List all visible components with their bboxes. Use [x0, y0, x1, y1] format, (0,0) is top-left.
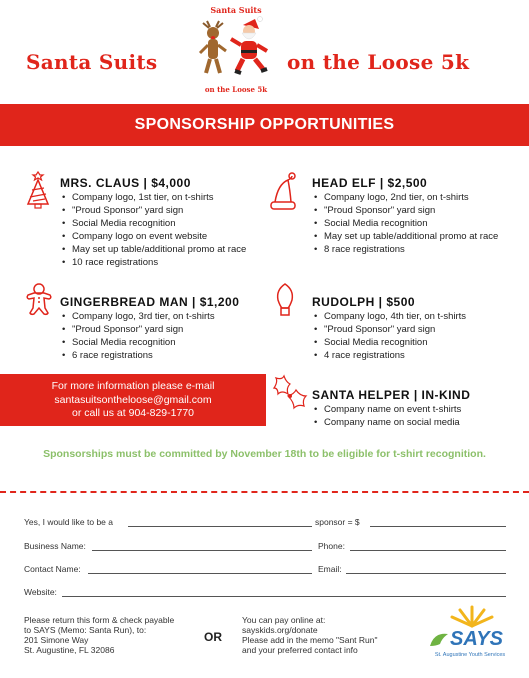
mail-line: Please return this form & check payable	[24, 615, 175, 625]
cut-line-divider	[0, 491, 529, 493]
list-item: • "Proud Sponsor" yard sign	[312, 323, 522, 336]
mail-line: St. Augustine, FL 32086	[24, 645, 115, 655]
list-item: • "Proud Sponsor" yard sign	[60, 204, 260, 217]
list-item: • "Proud Sponsor" yard sign	[312, 204, 522, 217]
list-item: • Social Media recognition	[312, 336, 522, 349]
list-item: • 6 race registrations	[60, 349, 270, 362]
online-line: and your preferred contact info	[242, 645, 358, 655]
leaf-swoosh-icon	[428, 630, 450, 648]
contact-name-label: Contact Name:	[24, 564, 81, 574]
sponsor-prefix-label: Yes, I would like to be a	[24, 517, 113, 527]
says-logo	[420, 604, 520, 668]
tier-gingerbread-man	[60, 295, 270, 362]
list-item: • Social Media recognition	[312, 217, 522, 230]
logo-bottom-text: on the Loose 5k	[204, 85, 268, 94]
list-item: • Company logo, 1st tier, on t-shirts	[60, 191, 260, 204]
list-item: • May set up table/additional promo at race	[312, 230, 522, 243]
list-item: • May set up table/additional promo at race	[60, 243, 260, 256]
event-logo	[193, 3, 279, 99]
phone-field[interactable]	[350, 550, 506, 551]
tier-title: MRS. CLAUS | $4,000	[60, 176, 191, 190]
list-item: • Social Media recognition	[60, 336, 270, 349]
mail-line: to SAYS (Memo: Santa Run), to:	[24, 625, 147, 635]
mail-line: 201 Simone Way	[24, 635, 89, 645]
tier-head-elf	[312, 176, 522, 256]
info-email[interactable]: santasuitsontheloose@gmail.com	[54, 393, 212, 406]
or-separator: OR	[204, 630, 222, 644]
elf-hat-icon	[266, 172, 300, 212]
gingerbread-man-icon	[24, 282, 54, 316]
section-banner	[0, 104, 529, 146]
holly-icon	[270, 374, 310, 412]
reindeer-santa-icon	[193, 15, 279, 85]
website-label: Website:	[24, 587, 57, 597]
tier-title: HEAD ELF | $2,500	[312, 176, 428, 190]
list-item: • Company logo, 4th tier, on t-shirts	[312, 310, 522, 323]
business-name-field[interactable]	[92, 550, 312, 551]
website-field[interactable]	[62, 596, 506, 597]
tier-title: GINGERBREAD MAN | $1,200	[60, 295, 240, 309]
business-name-label: Business Name:	[24, 541, 86, 551]
list-item: • "Proud Sponsor" yard sign	[60, 323, 270, 336]
title-right: on the Loose 5k	[287, 50, 470, 74]
list-item: • 10 race registrations	[60, 256, 260, 269]
sponsor-amount-field[interactable]	[370, 526, 506, 527]
sponsor-level-field[interactable]	[128, 526, 312, 527]
list-item: • Company name on social media	[312, 416, 522, 429]
list-item: • Social Media recognition	[60, 217, 260, 230]
list-item: • Company logo, 2nd tier, on t-shirts	[312, 191, 522, 204]
donate-link[interactable]: sayskids.org/donate	[242, 625, 318, 635]
tier-title: RUDOLPH | $500	[312, 295, 416, 309]
online-line: Please add in the memo "Sant Run"	[242, 635, 378, 645]
tier-title: SANTA HELPER | IN-KIND	[312, 388, 471, 402]
christmas-tree-icon	[24, 170, 52, 210]
list-item: • Company logo, 3rd tier, on t-shirts	[60, 310, 270, 323]
list-item: • Company name on event t-shirts	[312, 403, 522, 416]
logo-top-text: Santa Suits	[210, 5, 262, 15]
christmas-light-icon	[274, 282, 296, 318]
list-item: • 4 race registrations	[312, 349, 522, 362]
tier-rudolph	[312, 295, 522, 362]
deadline-notice: Sponsorships must be committed by November 18th to be eligible for t-shirt recognition.	[43, 448, 486, 460]
info-line: For more information please e-mail	[51, 380, 215, 392]
online-line: You can pay online at:	[242, 615, 326, 625]
contact-info-box	[0, 374, 266, 426]
list-item: • Company logo on event website	[60, 230, 260, 243]
email-label: Email:	[318, 564, 342, 574]
email-field[interactable]	[346, 573, 506, 574]
sunrise-icon	[442, 604, 502, 630]
tier-mrs-claus	[60, 176, 260, 269]
title-left: Santa Suits	[26, 50, 158, 74]
mail-instructions	[24, 615, 204, 655]
phone-label: Phone:	[318, 541, 345, 551]
banner-title: SPONSORSHIP OPPORTUNITIES	[134, 116, 395, 133]
says-tagline: St. Augustine Youth Services	[434, 652, 506, 658]
online-instructions	[242, 615, 422, 655]
list-item: • 8 race registrations	[312, 243, 522, 256]
contact-name-field[interactable]	[88, 573, 312, 574]
sponsor-amount-label: sponsor = $	[315, 517, 360, 527]
info-phone: or call us at 904-829-1770	[72, 407, 194, 419]
tier-santa-helper	[312, 388, 522, 429]
says-wordmark: SAYS	[450, 628, 503, 650]
